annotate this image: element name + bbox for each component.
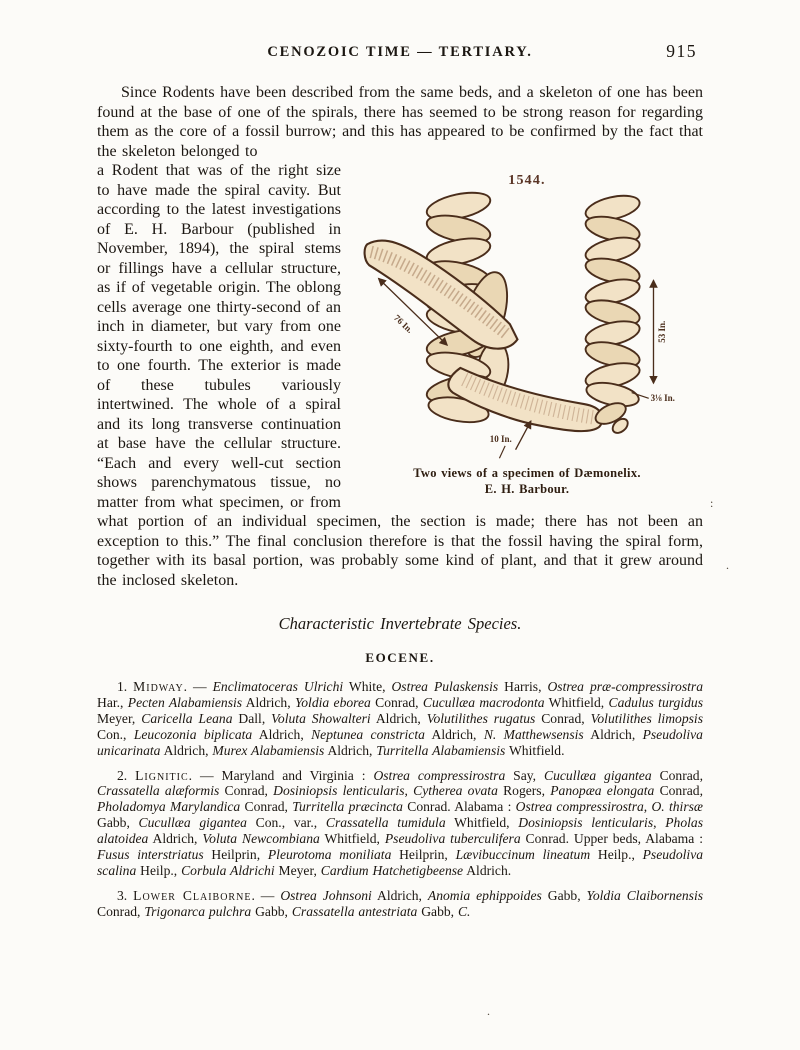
text-segment: Harris, <box>498 679 548 694</box>
text-segment: Midway <box>133 679 184 694</box>
text-segment: Ostrea Pulaskensis <box>391 679 499 694</box>
text-segment: Ostrea compressirostra <box>515 799 644 815</box>
scan-speck: . <box>487 1004 490 1018</box>
text-segment: Aldrich, <box>370 710 427 726</box>
scan-speck: : <box>710 496 714 510</box>
text-segment: Volutilithes limopsis <box>590 710 703 726</box>
text-segment: Caricella Leana <box>141 710 233 726</box>
text-segment: Cytherea ovata <box>413 783 498 799</box>
figure-caption-line1: Two views of a specimen of Dæmonelix. <box>413 466 641 480</box>
base-label-tick <box>499 446 505 458</box>
text-segment: 2. <box>117 767 136 783</box>
text-segment: Lignitic <box>135 767 189 783</box>
text-segment: Aldrich, <box>371 887 428 903</box>
text-segment: Aldrich, <box>242 694 295 710</box>
text-segment: Pseudoliva unicarinata <box>97 726 703 758</box>
text-segment: Cardium Hatchetigbeense <box>320 862 464 878</box>
text-segment: Crassatella tumidula <box>325 815 446 831</box>
text-segment: Yoldia eborea <box>294 694 371 710</box>
text-segment: Whitfield, <box>544 694 609 710</box>
text-segment: Aldrich, <box>160 742 213 758</box>
text-segment: Aldrich, <box>252 726 312 742</box>
text-segment: 3. <box>117 887 134 903</box>
text-segment: Yoldia Claibornensis <box>586 887 704 903</box>
text-segment: Dall, <box>232 710 272 726</box>
text-segment: Aldrich, <box>324 742 377 758</box>
text-segment: Voluta Newcombiana <box>202 831 320 847</box>
base-length-arrow <box>516 421 531 450</box>
text-segment: Conrad, <box>240 799 293 815</box>
text-segment: 1. <box>117 679 134 694</box>
text-segment: Gabb, <box>417 903 458 919</box>
text-segment: Turritella præcincta <box>292 799 403 815</box>
text-segment: N. Matthewsensis <box>483 726 584 742</box>
page-title: CENOZOIC TIME — TERTIARY. <box>267 44 533 60</box>
text-segment: Lævibuccinum lineatum <box>455 847 591 863</box>
running-header <box>97 41 703 64</box>
page-number: 915 <box>666 41 697 61</box>
text-segment: White, <box>343 679 392 694</box>
text-segment: Fusus interstriatus <box>97 847 204 863</box>
spiral-width-label: 3⅛ In. <box>650 393 675 404</box>
text-segment: . — <box>251 887 281 903</box>
text-segment: Trigonarca pulchra <box>144 903 252 919</box>
text-segment: Con., <box>97 726 134 742</box>
text-segment: Rogers, <box>497 783 551 799</box>
daemonelix-illustration <box>357 191 697 463</box>
text-segment: Leucozonia biplicata <box>133 726 253 742</box>
text-segment: Conrad, <box>654 783 703 799</box>
text-segment: Pseudoliva scalina <box>97 847 704 878</box>
subsection-heading-eocene: EOCENE. <box>365 650 435 665</box>
figure-caption <box>351 465 703 497</box>
right-spiral <box>583 191 642 410</box>
text-segment: Heilprin, <box>391 847 456 863</box>
text-segment: Lower Claiborne <box>133 887 252 903</box>
text-segment: Cucullæa gigantea <box>138 815 247 831</box>
text-segment: Whitfield, <box>319 831 385 847</box>
text-segment: Gabb, <box>251 903 292 919</box>
text-segment: Meyer, <box>97 710 142 726</box>
text-segment: , <box>404 783 414 799</box>
text-segment: Corbula Aldrichi <box>181 862 275 878</box>
text-segment: Pseudoliva tuberculifera <box>384 831 521 847</box>
text-segment: Pholadomya Marylandica <box>97 799 241 815</box>
text-segment: Aldrich, <box>424 726 484 742</box>
text-segment: Conrad. Upper beds, Alabama : <box>520 831 703 847</box>
text-segment: Meyer, <box>274 862 321 878</box>
paragraph-main: a Rodent that was of the right size to have made the spiral cavity. But according to the latest investigations of E. H. Barbour (published in November, 1894), the spiral stems or fillings have a cellular structure, as if of vegetable origin. The oblong cells average one thirty-second of an inch in diameter, but vary from one sixty-fourth to one eighth, and even to one fourth. The exterior is made of these tubules variously intertwined. The whole of a spiral and its long transverse continuation at base have the cellular structure. “Each and every well-cut section shows parenchymatous tissue, no matter from what specimen, or from what portion of an individual specimen, the section is made; there has not been an exception to this.” The final conclusion therefore is that the fossil having the spiral form, together with its basal portion, was probably some kind of plant, and that it grew around the inclosed skeleton. <box>97 162 703 589</box>
spiral-height-label: 53 In. <box>656 320 667 343</box>
section-heading: Characteristic Invertebrate Species. <box>278 614 522 633</box>
text-segment: Aldrich, <box>148 831 203 847</box>
text-segment: Heilprin, <box>203 847 268 863</box>
text-segment: Dosiniopsis lenticularis <box>518 815 654 831</box>
species-paragraph-lignitic <box>97 768 703 879</box>
text-segment: Anomia ephippoides <box>427 887 542 903</box>
text-segment: Conrad, <box>97 903 145 919</box>
text-segment: Neptunea constricta <box>311 726 425 742</box>
text-segment: Conrad. Alabama : <box>402 799 516 815</box>
text-segment: . — <box>183 679 213 694</box>
text-segment: Ostrea Johnsoni <box>280 887 372 903</box>
text-segment: Cadulus turgidus <box>608 694 703 710</box>
trunk-length-label: 76 In. <box>392 312 415 336</box>
text-segment: Pleurotoma moniliata <box>267 847 392 863</box>
text-segment: Gabb, <box>97 815 139 831</box>
text-segment: Say, <box>505 767 545 783</box>
text-segment: Murex Alabamiensis <box>212 742 325 758</box>
text-segment: Crassatella antestriata <box>291 903 418 919</box>
text-segment: C. <box>457 903 471 919</box>
text-segment: Ostrea præ-compressirostra <box>547 679 703 694</box>
text-segment: Gabb, <box>541 887 587 903</box>
text-segment: Volutilithes rugatus <box>426 710 536 726</box>
text-segment: Crassatella alæformis <box>97 783 220 799</box>
text-segment: Pecten Alabamiensis <box>127 694 243 710</box>
text-segment: Aldrich. <box>463 862 512 878</box>
figure-caption-credit: E. H. Barbour. <box>484 482 570 496</box>
text-segment: Whitfield, <box>445 815 519 831</box>
text-segment: Cucullæa macrodonta <box>422 694 545 710</box>
figure-text-wrap <box>97 161 703 590</box>
text-segment: Cucullæa gigantea <box>544 767 652 783</box>
text-segment: O. thirsæ <box>651 799 703 815</box>
text-segment: , <box>653 815 666 831</box>
text-segment: Enclimatoceras Ulrichi <box>212 679 344 694</box>
text-segment: Panopæa elongata <box>550 783 655 799</box>
text-segment: Ostrea compressirostra <box>373 767 506 783</box>
text-segment: Heilp., <box>590 847 643 863</box>
text-segment: Dosiniopsis lenticularis <box>273 783 405 799</box>
species-paragraph-midway <box>97 679 703 759</box>
text-segment: Conrad, <box>535 710 591 726</box>
text-segment: Con., var., <box>246 815 326 831</box>
base-length-label: 10 In. <box>489 434 512 445</box>
figure-daemonelix <box>351 163 703 497</box>
text-segment: Turritella Alabamiensis <box>376 742 506 758</box>
text-segment: Conrad, <box>370 694 423 710</box>
text-segment: Har., <box>97 694 128 710</box>
text-segment: Whitfield. <box>505 742 565 758</box>
species-paragraph-lower-claiborne <box>97 888 703 920</box>
paragraph-intro: Since Rodents have been described from the same beds, and a skeleton of one has been found at the base of one of the spirals, there has seemed to be strong reason for regarding them as the core of a fossil burrow; and this has appeared to be confirmed by the fact that the skeleton belonged to <box>97 84 703 160</box>
text-segment: Voluta Showalteri <box>271 710 371 726</box>
figure-number: 1544. <box>508 173 546 188</box>
scan-speck: . <box>726 558 729 572</box>
text-segment: Aldrich, <box>583 726 643 742</box>
text-segment: Pholas alatoidea <box>97 815 703 847</box>
text-segment: Conrad, <box>219 783 274 799</box>
text-segment: Conrad, <box>651 767 703 783</box>
text-segment: . — Maryland and Virginia : <box>188 767 374 783</box>
text-segment: Heilp., <box>136 862 182 878</box>
text-segment: , <box>643 799 652 815</box>
